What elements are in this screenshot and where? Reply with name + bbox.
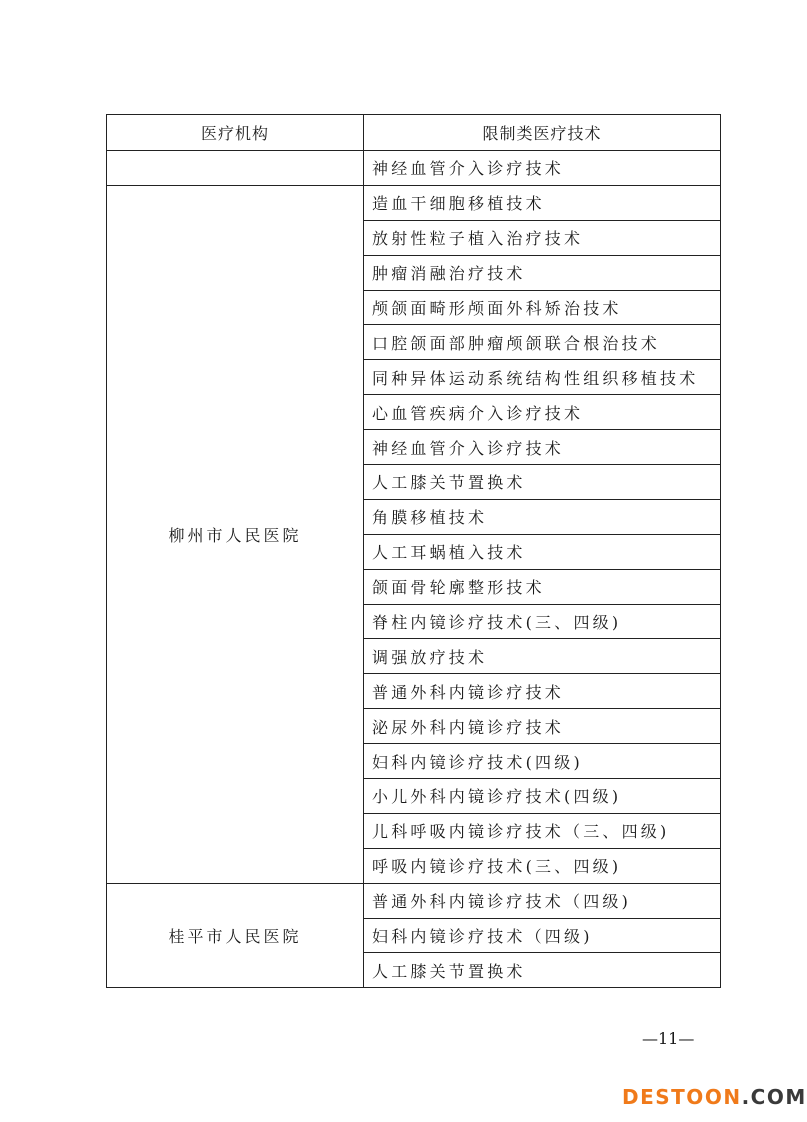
table-row — [107, 883, 721, 918]
technology-cell: 放射性粒子植入治疗技术 — [364, 220, 721, 255]
technology-cell: 口腔颌面部肿瘤颅颌联合根治技术 — [364, 325, 721, 360]
watermark-suffix: .COM — [741, 1085, 807, 1109]
table-body — [107, 151, 721, 988]
technology-cell: 神经血管介入诊疗技术 — [364, 430, 721, 465]
technology-cell: 脊柱内镜诊疗技术(三、四级) — [364, 604, 721, 639]
technology-cell: 人工耳蜗植入技术 — [364, 534, 721, 569]
watermark-logo — [622, 1085, 807, 1109]
table-header-row — [107, 115, 721, 151]
technology-table — [106, 114, 721, 988]
technology-cell: 普通外科内镜诊疗技术（四级) — [364, 883, 721, 918]
technology-cell: 角膜移植技术 — [364, 499, 721, 534]
technology-cell: 颌面骨轮廓整形技术 — [364, 569, 721, 604]
technology-cell: 泌尿外科内镜诊疗技术 — [364, 709, 721, 744]
table-row — [107, 185, 721, 220]
technology-cell: 儿科呼吸内镜诊疗技术（三、四级) — [364, 813, 721, 848]
technology-cell: 人工膝关节置换术 — [364, 465, 721, 500]
table-row — [107, 151, 721, 186]
institution-cell — [107, 151, 364, 186]
technology-cell: 造血干细胞移植技术 — [364, 185, 721, 220]
technology-cell: 普通外科内镜诊疗技术 — [364, 674, 721, 709]
technology-cell: 呼吸内镜诊疗技术(三、四级) — [364, 848, 721, 883]
institution-cell: 柳州市人民医院 — [107, 185, 364, 883]
technology-cell: 人工膝关节置换术 — [364, 953, 721, 988]
technology-cell: 心血管疾病介入诊疗技术 — [364, 395, 721, 430]
institution-cell: 桂平市人民医院 — [107, 883, 364, 988]
technology-cell: 调强放疗技术 — [364, 639, 721, 674]
watermark-brand: DESTOON — [622, 1085, 742, 1109]
technology-cell: 妇科内镜诊疗技术(四级) — [364, 744, 721, 779]
header-technology: 限制类医疗技术 — [364, 115, 721, 151]
technology-cell: 颅颌面畸形颅面外科矫治技术 — [364, 290, 721, 325]
technology-cell: 肿瘤消融治疗技术 — [364, 255, 721, 290]
technology-cell: 神经血管介入诊疗技术 — [364, 151, 721, 186]
technology-cell: 同种异体运动系统结构性组织移植技术 — [364, 360, 721, 395]
page-number: —11— — [642, 1029, 695, 1048]
technology-cell: 小儿外科内镜诊疗技术(四级) — [364, 779, 721, 814]
header-institution: 医疗机构 — [107, 115, 364, 151]
technology-cell: 妇科内镜诊疗技术（四级) — [364, 918, 721, 953]
